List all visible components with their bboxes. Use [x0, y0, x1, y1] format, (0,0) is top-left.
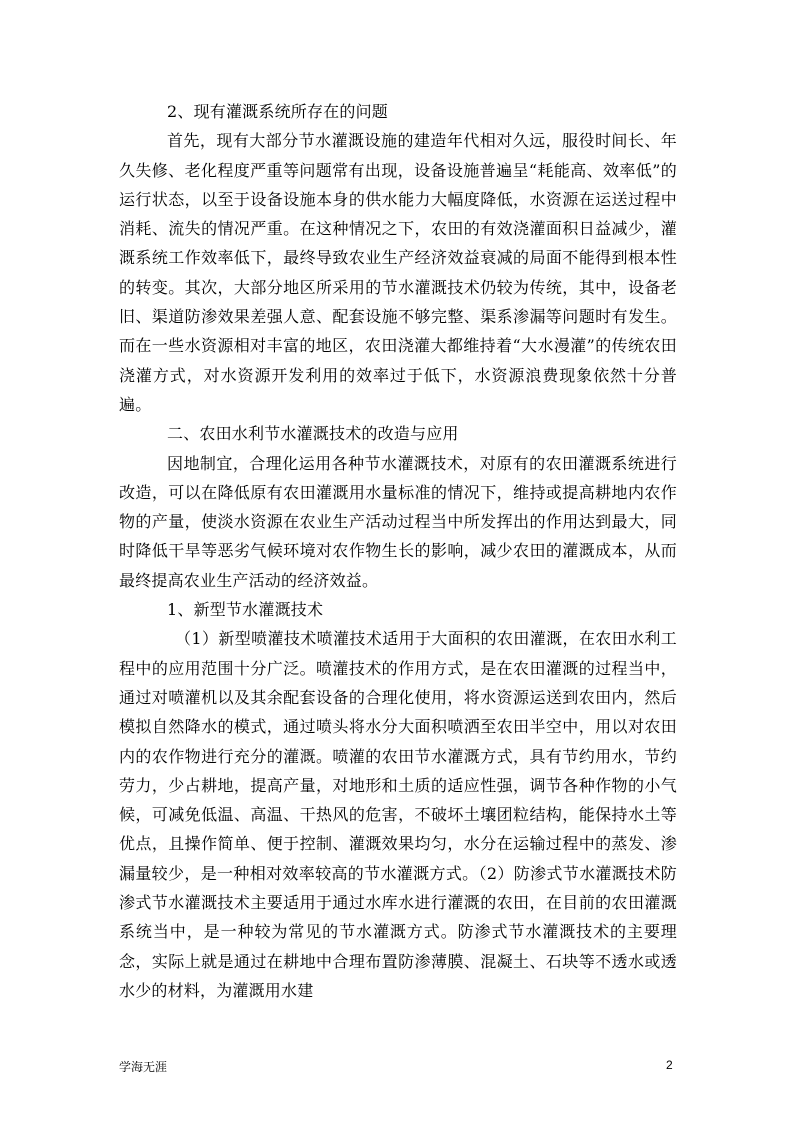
paragraph-problems: 首先，现有大部分节水灌溉设施的建造年代相对久远，服役时间长、年久失修、老化程度严重等问题常有出现，设备设施普遍呈“耗能高、效率低”的运行状态，以至于设备设施本身的供水能力大幅度降低，水资源在运送过程中消耗、流失的情况严重。在这种情况之下，农田的有效浇灌面积日益减少，灌溉系统工作效率低下，最终导致农业生产经济效益衰减的局面不能得到根本性的转变。其次，大部分地区所采用的节水灌溉技术仍较为传统，其中，设备老旧、渠道防渗效果差强人意、配套设施不够完整、渠系渗漏等问题时有发生。而在一些水资源相对丰富的地区，农田浇灌大都维持着“大水漫灌”的传统农田浇灌方式，对水资源开发利用的效率过于低下，水资源浪费现象依然十分普遍。: [119, 131, 677, 414]
subsection-heading-problems: 2、现有灌溉系统所存在的问题: [167, 102, 388, 121]
footer-motto: 学海无涯: [119, 1060, 168, 1074]
paragraph-techniques: 因地制宜，合理化运用各种节水灌溉技术，对原有的农田灌溉系统进行改造，可以在降低原有农田灌溉用水量标准的情况下，维持或提高耕地内农作物的产量，使淡水资源在农业生产活动过程当中所发挥出的作用达到最大，同时降低干旱等恶劣气候环境对农作物生长的影响，减少农田的灌溉成本，从而最终提高农业生产活动的经济效益。: [119, 453, 677, 590]
document-body: [119, 97, 677, 1005]
page-number: 2: [666, 1058, 673, 1072]
paragraph-new-tech: （1）新型喷灌技术喷灌技术适用于大面积的农田灌溉，在农田水利工程中的应用范围十分广泛。喷灌技术的作用方式，是在农田灌溉的过程当中，通过对喷灌机以及其余配套设备的合理化使用，将水资源运送到农田内，然后模拟自然降水的模式，通过喷头将水分大面积喷洒至农田半空中，用以对农田内的农作物进行充分的灌溉。喷灌的农田节水灌溉方式，具有节约用水，节约劳力，少占耕地，提高产量，对地形和土质的适应性强，调节各种作物的小气候，可减免低温、高温、干热风的危害，不破坏土壤团粒结构，能保持水土等优点，且操作简单、便于控制、灌溉效果均匀，水分在运输过程中的蒸发、渗漏量较少，是一种相对效率较高的节水灌溉方式。（2）防渗式节水灌溉技术防渗式节水灌溉技术主要适用于通过水库水进行灌溉的农田，在目前的农田灌溉系统当中，是一种较为常见的节水灌溉方式。防渗式节水灌溉技术的主要理念，实际上就是通过在耕地中合理布置防渗薄膜、混凝土、石块等不透水或透水少的材料，为灌溉用水建: [119, 629, 677, 1000]
section-heading-techniques: 二、农田水利节水灌溉技术的改造与应用: [167, 424, 459, 444]
subsection-heading-new-tech: 1、新型节水灌溉技术: [167, 600, 324, 620]
